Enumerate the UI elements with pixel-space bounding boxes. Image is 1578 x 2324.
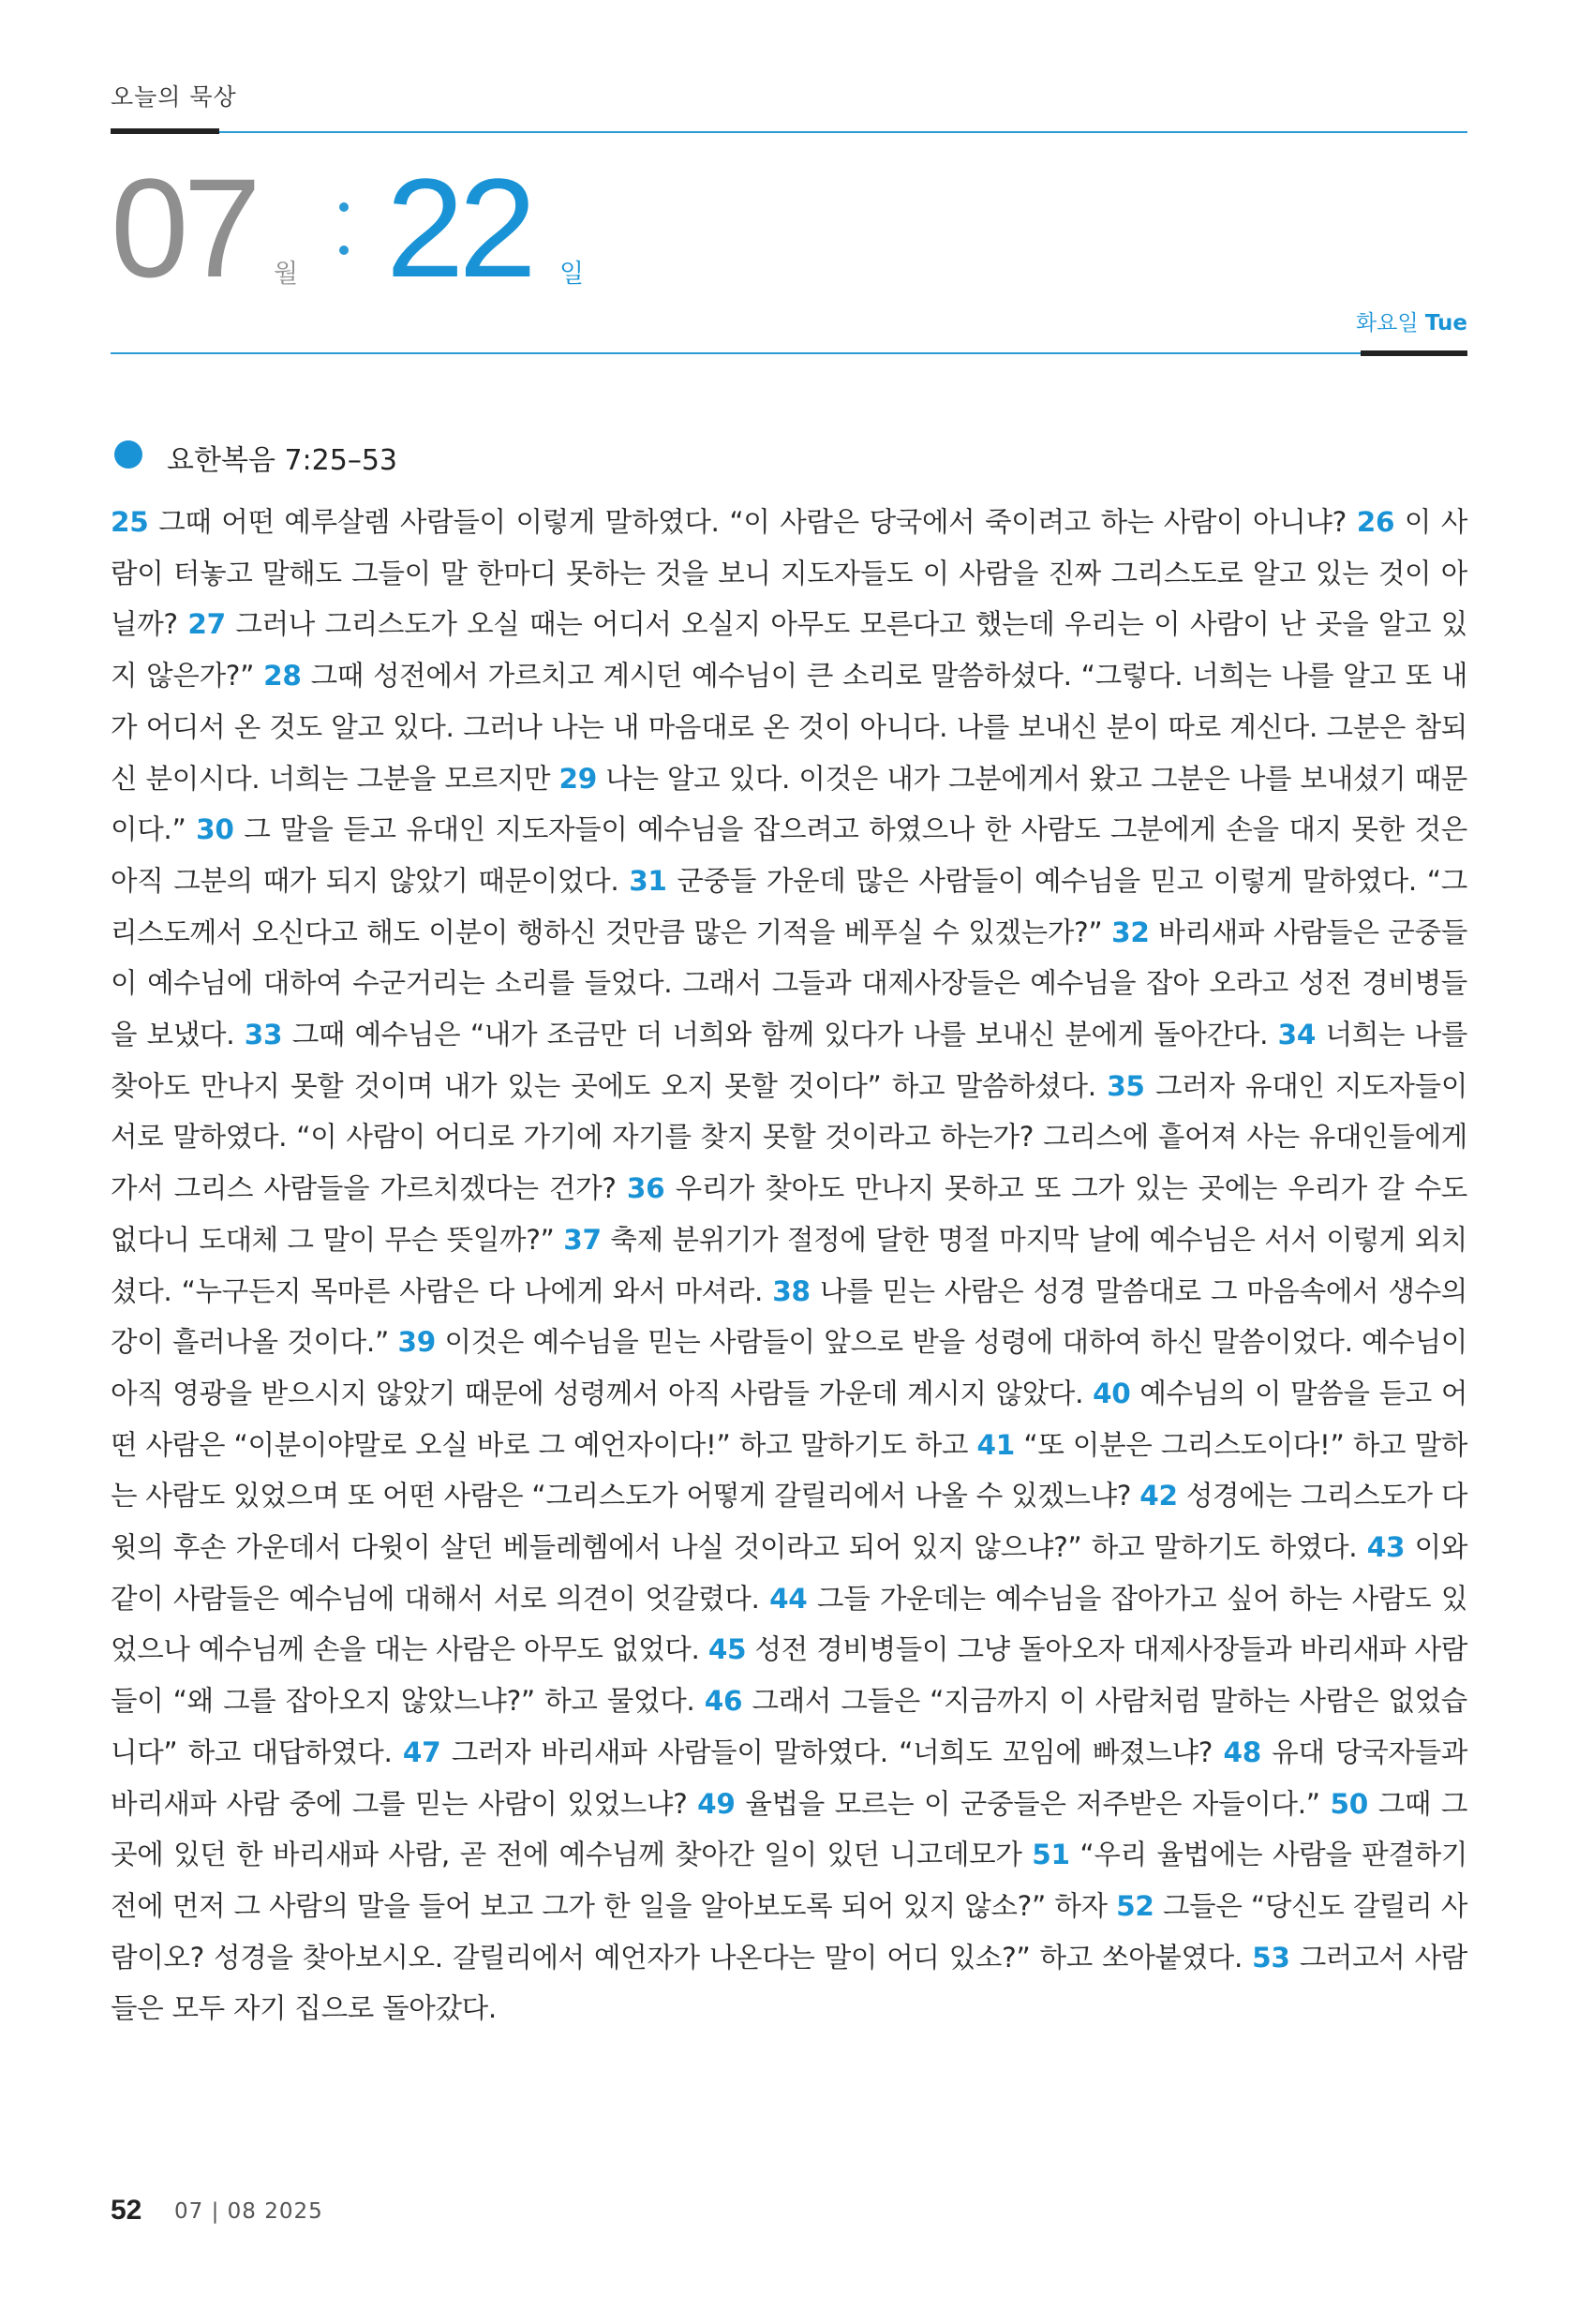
verse-number: 38 xyxy=(772,1274,811,1307)
verse-number: 39 xyxy=(397,1326,436,1359)
mid-rule-accent xyxy=(1361,350,1467,356)
verse-number: 43 xyxy=(1366,1531,1406,1564)
verse-number: 44 xyxy=(769,1582,808,1615)
verse-text: 이것은 예수님을 믿는 사람들이 앞으로 받을 성령에 대하여 하신 말씀이었다. 예수님이 아직 영광을 받으시지 않았기 때문에 성령께서 아직 사람들 가운데 계시지 않았다. xyxy=(111,1326,1468,1409)
weekday-ko: 화요일 xyxy=(1355,311,1419,335)
verse-text: 유대 당국자들과 바리새파 사람 중에 그를 믿는 사람이 있었느냐? xyxy=(111,1736,1468,1820)
verse-text: 그래서 그들은 “지금까지 이 사람처럼 말하는 사람은 없었습니다” 하고 대답하였다. xyxy=(111,1685,1467,1768)
verse-text: 너희는 나를 찾아도 만나지 못할 것이며 내가 있는 곳에도 오지 못할 것이다” 하고 말씀하셨다. xyxy=(111,1019,1468,1102)
verse-number: 41 xyxy=(976,1428,1015,1461)
month-unit: 월 xyxy=(274,260,299,289)
verse-text: 성전 경비병들이 그냥 돌아오자 대제사장들과 바리새파 사람들이 “왜 그를 잡아오지 않았느냐?” 하고 물었다. xyxy=(111,1633,1468,1718)
verse-number: 35 xyxy=(1107,1069,1145,1102)
weekday xyxy=(1356,305,1467,336)
scripture-passage xyxy=(111,497,1467,2034)
verse-text: “우리 율법에는 사람을 판결하기 전에 먼저 그 사람의 말을 들어 보고 그가 한 일을 알아보도록 되어 있지 않소?” 하자 xyxy=(111,1839,1468,1922)
verse-text: 예수님의 이 말씀을 듣고 어떤 사람은 “이분이야말로 오실 바로 그 예언자이다!” 하고 말하기도 하고 xyxy=(111,1377,1468,1461)
verse-number: 36 xyxy=(626,1172,665,1205)
verse-number: 28 xyxy=(263,660,302,693)
verse-text: 이 사람이 터놓고 말해도 그들이 말 한마디 못하는 것을 보니 지도자들도 이 사람을 진짜 그리스도로 알고 있는 것이 아닐까? xyxy=(111,506,1468,641)
verse-text: 그때 어떤 예루살렘 사람들이 이렇게 말하였다. “이 사람은 당국에서 죽이려고 하는 사람이 아니냐? xyxy=(158,506,1347,538)
verse-number: 34 xyxy=(1277,1019,1317,1051)
weekday-en: Tue xyxy=(1424,311,1467,335)
day-number: 22 xyxy=(386,149,531,306)
verse-text: 그러자 바리새파 사람들이 말하였다. “너희도 꼬임에 빠졌느냐? xyxy=(451,1736,1213,1768)
top-rule-accent xyxy=(111,128,219,134)
verse-number: 50 xyxy=(1330,1787,1368,1820)
verse-number: 33 xyxy=(244,1019,283,1051)
verse-number: 30 xyxy=(196,813,234,846)
verse-number: 45 xyxy=(707,1633,747,1666)
verse-number: 32 xyxy=(1111,916,1150,948)
date-colon xyxy=(339,201,349,257)
page-number: 52 xyxy=(111,2195,142,2226)
verse-text: 나는 알고 있다. 이것은 내가 그분에게서 왔고 그분은 나를 보내셨기 때문이다.” xyxy=(111,762,1467,846)
verse-number: 25 xyxy=(111,506,149,538)
verse-text: 그러고서 사람들은 모두 자기 집으로 돌아갔다. xyxy=(111,1941,1467,2025)
verse-text: 그때 예수님은 “내가 조금만 더 너희와 함께 있다가 나를 보내신 분에게 돌아간다. xyxy=(291,1019,1269,1051)
verse-number: 40 xyxy=(1093,1377,1131,1409)
verse-number: 42 xyxy=(1139,1480,1178,1512)
verse-number: 27 xyxy=(187,608,226,641)
top-rule xyxy=(111,131,1467,133)
verse-text: 우리가 찾아도 만나지 못하고 또 그가 있는 곳에는 우리가 갈 수도 없다니 도대체 그 말이 무슨 뜻일까?” xyxy=(111,1172,1467,1256)
verse-number: 31 xyxy=(629,864,667,897)
scripture-reference: 요한복음 7:25–53 xyxy=(167,444,397,477)
verse-text: 이와 같이 사람들은 예수님에 대해서 서로 의견이 엇갈렸다. xyxy=(111,1531,1468,1615)
verse-number: 52 xyxy=(1116,1889,1154,1922)
verse-text: 군중들 가운데 많은 사람들이 예수님을 믿고 이렇게 말하였다. “그리스도께서 오신다고 해도 이분이 행하신 것만큼 많은 기적을 베푸실 수 있겠는가?” xyxy=(111,864,1467,948)
verse-text: 그들 가운데는 예수님을 잡아가고 싶어 하는 사람도 있었으나 예수님께 손을 대는 사람은 아무도 없었다. xyxy=(111,1582,1468,1666)
section-label: 오늘의 묵상 xyxy=(111,83,237,111)
month-number: 07 xyxy=(111,149,256,306)
day-unit: 일 xyxy=(559,260,585,289)
verse-text: 성경에는 그리스도가 다윗의 후손 가운데서 다윗이 살던 베들레헴에서 나실 것이라고 되어 있지 않으냐?” 하고 말하기도 하였다. xyxy=(111,1480,1468,1564)
verse-number: 51 xyxy=(1032,1839,1070,1871)
verse-number: 53 xyxy=(1252,1941,1290,1974)
verse-text: 바리새파 사람들은 군중들이 예수님에 대하여 수군거리는 소리를 들었다. 그래서 그들과 대제사장들은 예수님을 잡아 오라고 성전 경비병들을 보냈다. xyxy=(111,916,1468,1051)
verse-number: 29 xyxy=(558,762,597,795)
verse-text: 그때 그곳에 있던 한 바리새파 사람, 곧 전에 예수님께 찾아간 일이 있던 니고데모가 xyxy=(111,1787,1468,1871)
reference-dot-icon xyxy=(114,440,142,469)
verse-number: 47 xyxy=(402,1736,441,1768)
verse-text: 그 말을 듣고 유대인 지도자들이 예수님을 잡으려고 하였으나 한 사람도 그분에게 손을 대지 못한 것은 아직 그분의 때가 되지 않았기 때문이었다. xyxy=(111,813,1467,897)
verse-text: “또 이분은 그리스도이다!” 하고 말하는 사람도 있었으며 또 어떤 사람은 “그리스도가 어떻게 갈릴리에서 나올 수 있겠느냐? xyxy=(111,1428,1467,1512)
verse-text: 축제 분위기가 절정에 달한 명절 마지막 날에 예수님은 서서 이렇게 외치셨다. “누구든지 목마른 사람은 다 나에게 와서 마셔라. xyxy=(111,1223,1468,1307)
verse-number: 26 xyxy=(1356,506,1395,538)
verse-number: 46 xyxy=(704,1685,743,1718)
verse-number: 48 xyxy=(1223,1736,1261,1768)
verse-text: 그러자 유대인 지도자들이 서로 말하였다. “이 사람이 어디로 가기에 자기를 찾지 못할 것이라고 하는가? 그리스에 흩어져 사는 유대인들에게 가서 그리스 사람들을 가르치겠다는 건가? xyxy=(111,1069,1468,1205)
verse-text: 그때 성전에서 가르치고 계시던 예수님이 큰 소리로 말씀하셨다. “그렇다. 너희는 나를 알고 또 내가 어디서 온 것도 알고 있다. 그러나 나는 내 마음대로 온 것이 아니다. 나를 보내신 분이 따로 계신다. 그분은 참되신 분이시다. 너희는 그분을 모르지만 xyxy=(111,660,1468,795)
verse-text: 그러나 그리스도가 오실 때는 어디서 오실지 아무도 모른다고 했는데 우리는 이 사람이 난 곳을 알고 있지 않은가?” xyxy=(111,608,1468,693)
verse-number: 49 xyxy=(697,1787,736,1820)
mid-rule xyxy=(111,352,1467,354)
verse-text: 그들은 “당신도 갈릴리 사람이오? 성경을 찾아보시오. 갈릴리에서 예언자가 나온다는 말이 어디 있소?” 하고 쏘아붙였다. xyxy=(111,1889,1468,1974)
issue-date: 07 | 08 2025 xyxy=(174,2199,323,2224)
verse-number: 37 xyxy=(563,1223,602,1256)
verse-text: 나를 믿는 사람은 성경 말씀대로 그 마음속에서 생수의 강이 흘러나올 것이다.” xyxy=(111,1274,1468,1359)
verse-text: 율법을 모르는 이 군중들은 저주받은 자들이다.” xyxy=(745,1787,1320,1820)
